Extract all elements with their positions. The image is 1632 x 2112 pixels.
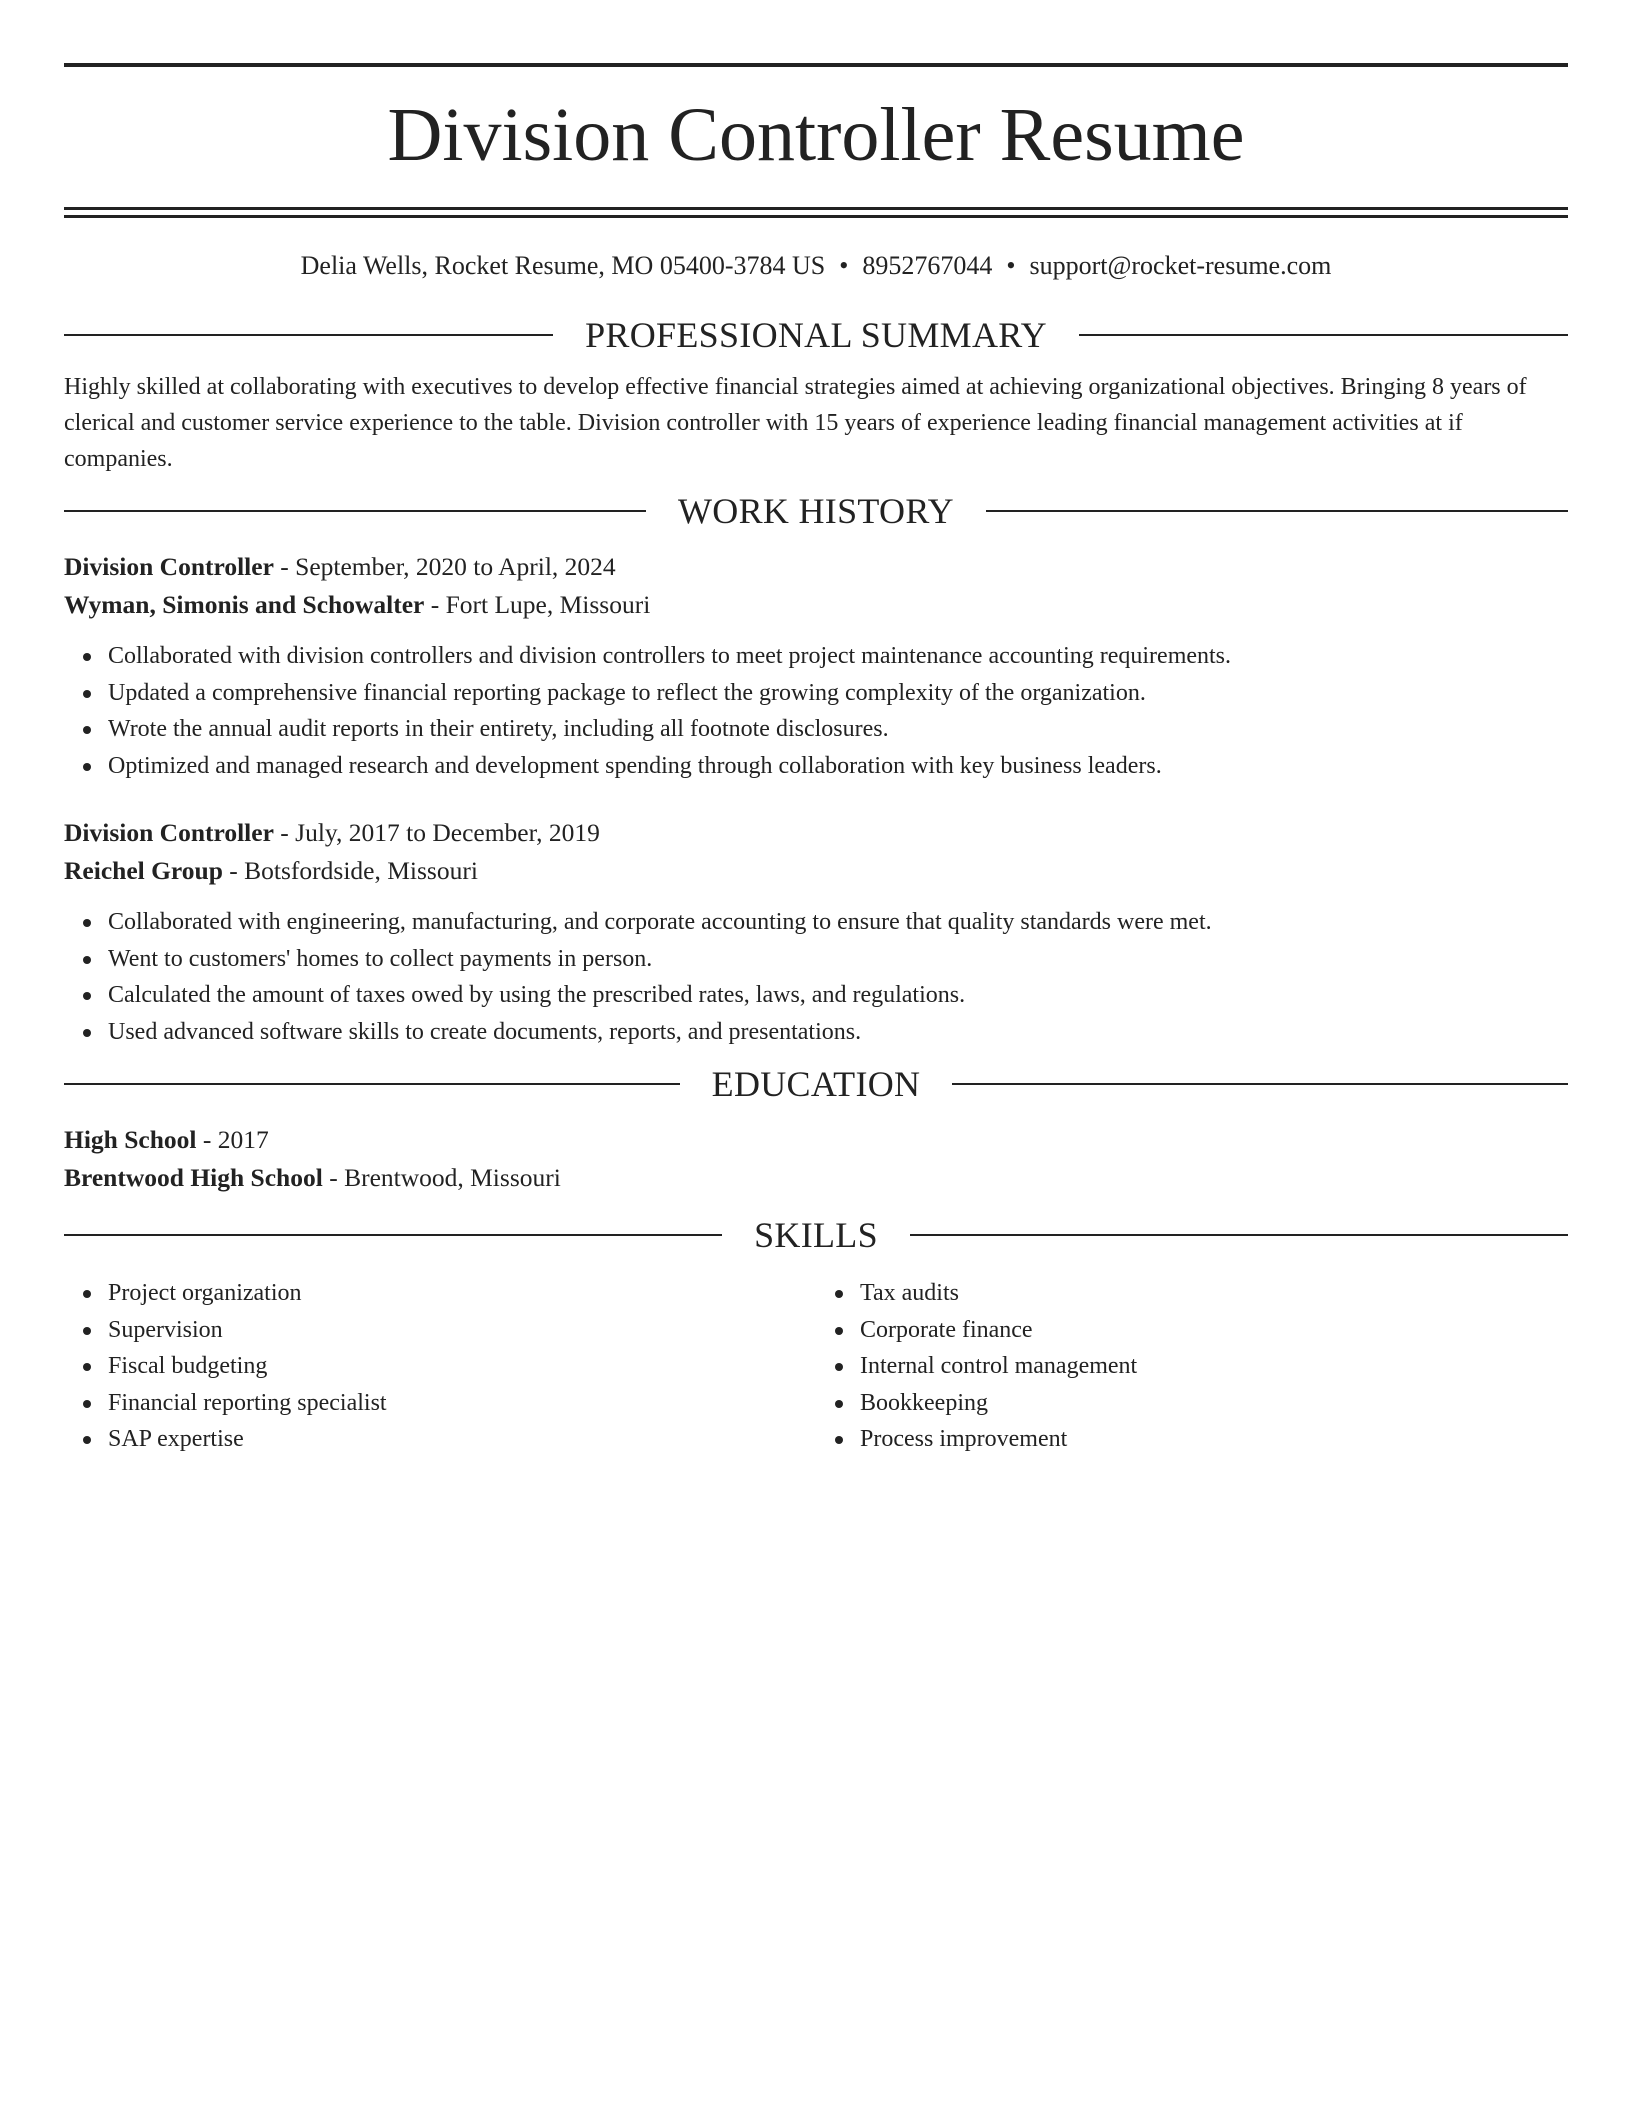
contact-separator: • [839,251,849,280]
job-company: Wyman, Simonis and Schowalter [64,590,425,619]
education-degree-line [64,1121,1568,1159]
skills-column-right [816,1275,1568,1458]
section-header-education [64,1064,1568,1104]
resume-title: Division Controller Resume [387,93,1245,177]
skill-item: Bookkeeping [860,1385,1568,1422]
skill-item: Supervision [108,1312,816,1349]
section-rule-left [64,334,553,336]
skill-item: SAP expertise [108,1421,816,1458]
section-rule-right [1079,334,1568,336]
summary-text: Highly skilled at collaborating with executives to develop effective financial strategies aimed at achieving organizational objectives. Bringing 8 years of clerical and customer service experience to the table. Division controller with 15 years of experience leading financial management activities at if companies. [64,374,1527,472]
list-item: Optimized and managed research and development spending through collaboration with key business leaders. [108,748,1568,785]
education-degree: High School [64,1125,197,1154]
section-rule-right [986,510,1568,512]
skill-item: Tax audits [860,1275,1568,1312]
education-entry [64,1121,1568,1197]
skill-item: Process improvement [860,1421,1568,1458]
list-item: Updated a comprehensive financial reporting package to reflect the growing complexity of the organization. [108,675,1568,712]
skill-item: Financial reporting specialist [108,1385,816,1422]
section-title-summary: PROFESSIONAL SUMMARY [585,315,1047,355]
education-location: - Brentwood, Missouri [322,1163,561,1192]
section-rule-right [910,1234,1568,1236]
contact-email: support@rocket-resume.com [1029,251,1332,280]
job-dates: - September, 2020 to April, 2024 [273,552,616,581]
skill-item: Fiscal budgeting [108,1348,816,1385]
job-dates: - July, 2017 to December, 2019 [273,818,600,847]
job-bullets [64,904,1568,1050]
job-entry [64,814,1568,1050]
job-title: Division Controller [64,818,274,847]
list-item: Calculated the amount of taxes owed by using the prescribed rates, laws, and regulations. [108,977,1568,1014]
contact-address: Delia Wells, Rocket Resume, MO 05400-3784 US [300,251,826,280]
job-title-line [64,548,1568,586]
skills-column-left [64,1275,816,1458]
job-title: Division Controller [64,552,274,581]
education-school: Brentwood High School [64,1163,323,1192]
section-header-work [64,491,1568,531]
job-company-line [64,586,1568,624]
job-location: - Botsfordside, Missouri [222,856,478,885]
contact-separator: • [1006,251,1016,280]
education-school-line [64,1159,1568,1197]
section-rule-left [64,1234,722,1236]
list-item: Went to customers' homes to collect payments in person. [108,941,1568,978]
section-rule-left [64,1083,680,1085]
section-title-education: EDUCATION [711,1064,921,1104]
section-rule-left [64,510,646,512]
job-company-line [64,852,1568,890]
skills-list [64,1275,1568,1458]
section-rule-right [952,1083,1568,1085]
list-item: Collaborated with engineering, manufacturing, and corporate accounting to ensure that quality standards were met. [108,904,1568,941]
job-entry [64,548,1568,784]
contact-line [64,251,1568,281]
skill-item: Internal control management [860,1348,1568,1385]
resume-page [64,0,1568,1458]
header-double-rule [64,207,1568,218]
section-header-summary [64,315,1568,355]
list-item: Wrote the annual audit reports in their entirety, including all footnote disclosures. [108,711,1568,748]
section-title-skills: SKILLS [754,1215,878,1255]
job-company: Reichel Group [64,856,223,885]
list-item: Collaborated with division controllers and division controllers to meet project maintenance accounting requirements. [108,638,1568,675]
job-bullets [64,638,1568,784]
contact-phone: 8952767044 [862,251,993,280]
job-title-line [64,814,1568,852]
skill-item: Project organization [108,1275,816,1312]
education-year: - 2017 [196,1125,269,1154]
job-location: - Fort Lupe, Missouri [424,590,651,619]
list-item: Used advanced software skills to create documents, reports, and presentations. [108,1014,1568,1051]
section-title-work: WORK HISTORY [678,491,954,531]
skill-item: Corporate finance [860,1312,1568,1349]
section-header-skills [64,1215,1568,1255]
